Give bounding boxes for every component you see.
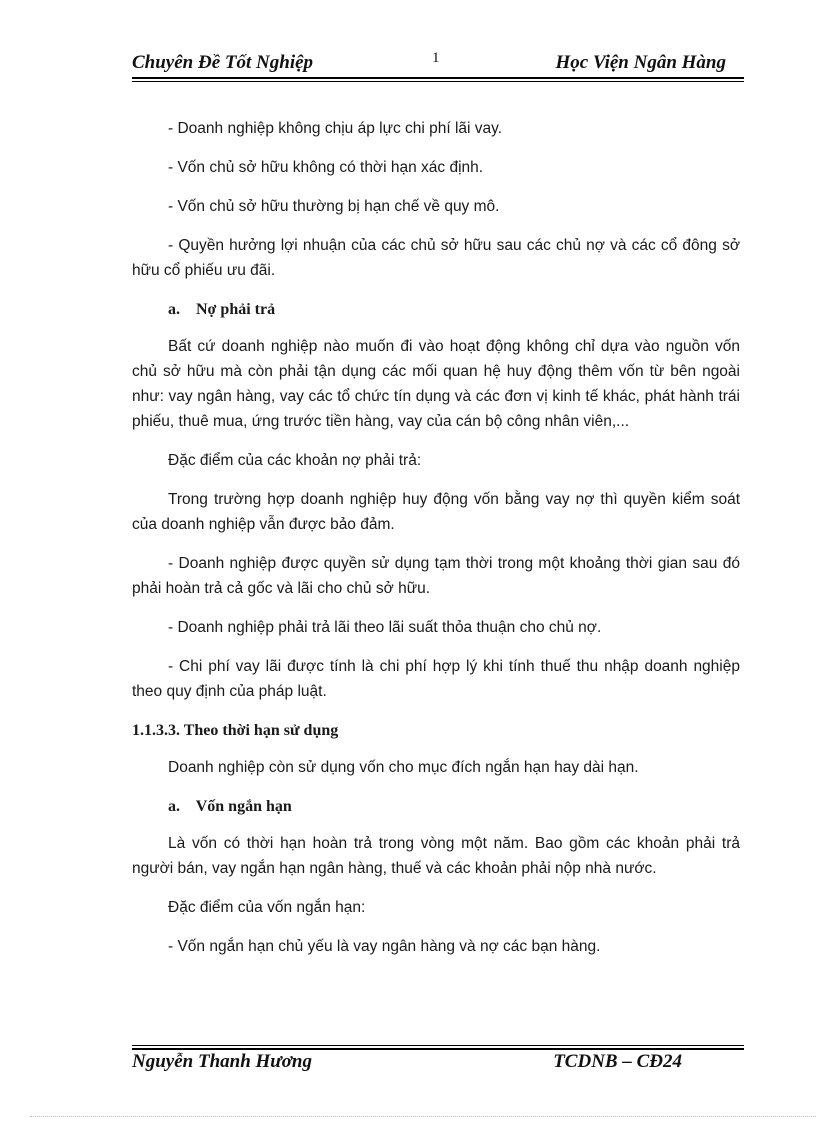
subheading-text: Vốn ngắn hạn	[195, 798, 292, 815]
header-document-title: Chuyên Đề Tốt Nghiệp	[132, 52, 314, 73]
footer-author: Nguyễn Thanh Hương	[132, 1051, 312, 1072]
paragraph: Đặc điểm của các khoản nợ phải trả:	[168, 452, 422, 469]
header-institution: Học Viện Ngân Hàng	[555, 52, 726, 73]
paragraph: - Vốn ngắn hạn chủ yếu là vay ngân hàng và nợ các bạn hàng.	[168, 938, 601, 955]
paragraph: - Vốn chủ sở hữu không có thời hạn xác định.	[168, 159, 484, 176]
header-rule	[132, 77, 744, 82]
paragraph: - Doanh nghiệp phải trả lãi theo lãi suất thỏa thuận cho chủ nợ.	[168, 619, 602, 636]
subheading-label: a.	[168, 301, 180, 318]
subheading-label: a.	[168, 798, 180, 815]
paragraph: Doanh nghiệp còn sử dụng vốn cho mục đích ngắn hạn hay dài hạn.	[168, 759, 639, 776]
paragraph: Bất cứ doanh nghiệp nào muốn đi vào hoạt động không chỉ dựa vào nguồn vốn chủ sở hữu mà còn phải tận dụng các mối quan hệ huy động thêm vốn từ bên ngoài như: vay ngân hàng, vay các tổ chức tín dụng và các đơn vị kinh tế khác, phát hành trái phiếu, thuê mua, ứng trước tiền hàng, vay của cán bộ công nhân viên,...	[132, 338, 740, 430]
paragraph: - Doanh nghiệp được quyền sử dụng tạm thời trong một khoảng thời gian sau đó phải hoàn trả cả gốc và lãi cho chủ sở hữu.	[132, 555, 740, 597]
subheading-text: Nợ phải trả	[196, 301, 276, 318]
footer-rule	[132, 1045, 744, 1050]
paragraph: Đặc điểm của vốn ngắn hạn:	[168, 899, 366, 916]
subheading-liabilities	[132, 297, 740, 322]
page-body	[132, 116, 740, 973]
paragraph: - Quyền hưởng lợi nhuận của các chủ sở hữu sau các chủ nợ và các cổ đông sở hữu cổ phiếu ưu đãi.	[132, 237, 740, 279]
subheading-short-term-capital	[132, 794, 740, 819]
paragraph: Là vốn có thời hạn hoàn trả trong vòng một năm. Bao gồm các khoản phải trả người bán, vay ngắn hạn ngân hàng, thuế và các khoản phải nộp nhà nước.	[132, 835, 740, 877]
page-number: 1	[432, 50, 440, 66]
section-heading: 1.1.3.3. Theo thời hạn sử dụng	[132, 722, 339, 739]
page-edge-divider	[30, 1116, 816, 1117]
paragraph: - Doanh nghiệp không chịu áp lực chi phí lãi vay.	[168, 120, 503, 137]
paragraph: Trong trường hợp doanh nghiệp huy động vốn bằng vay nợ thì quyền kiểm soát của doanh nghiệp vẫn được bảo đảm.	[132, 491, 740, 533]
footer-class-code: TCDNB – CĐ24	[553, 1051, 682, 1072]
paragraph: - Chi phí vay lãi được tính là chi phí hợp lý khi tính thuế thu nhập doanh nghiệp theo quy định của pháp luật.	[132, 658, 740, 700]
paragraph: - Vốn chủ sở hữu thường bị hạn chế về quy mô.	[168, 198, 500, 215]
